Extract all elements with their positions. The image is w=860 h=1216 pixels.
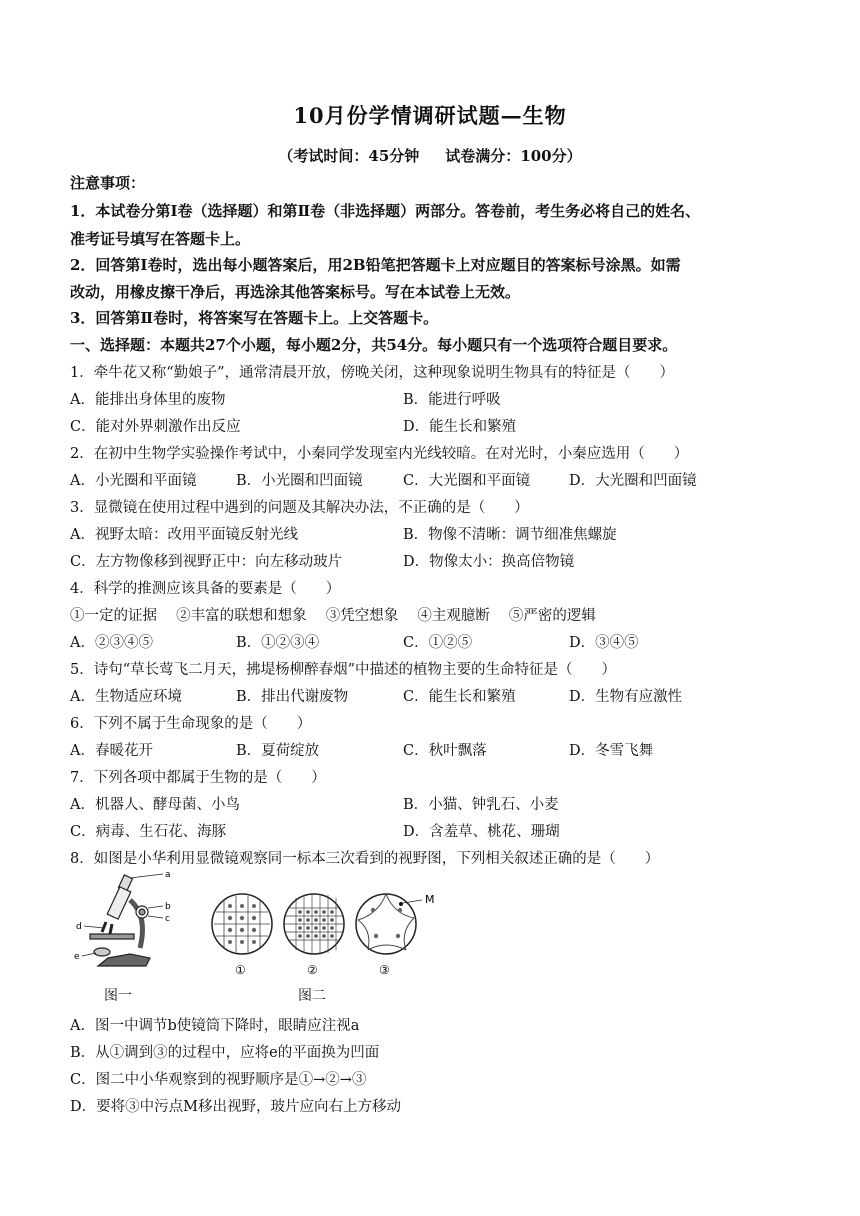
question-5-option-c: C．能生长和繁殖 [403,689,516,705]
question-5-option-b: B．排出代谢废物 [236,689,349,705]
notice-item-1-line-2: 准考证号填写在答题卡上。 [70,230,251,248]
exam-subtitle [0,145,860,166]
exam-score: 试卷满分：100分） [445,147,582,165]
dirt-spot-m [399,902,403,906]
label-d: d [76,922,82,932]
question-5-option-a: A．生物适应环境 [70,689,182,705]
question-8-option-d: D．要将③中污点M移出视野，玻片应向右上方移动 [70,1099,401,1115]
view-label-1: ① [235,963,246,977]
leader-a [130,874,163,878]
fields-of-view-figure [208,890,448,984]
question-6-option-b: B．夏荷绽放 [236,743,320,759]
question-8-stem: 8．如图是小华利用显微镜观察同一标本三次看到的视野图，下列相关叙述正确的是（ ） [70,851,660,867]
question-4-options [70,631,830,653]
question-8-option-c: C．图二中小华观察到的视野顺序是①→②→③ [70,1072,367,1088]
question-5-options [70,685,830,707]
question-4-option-c: C．①②⑤ [403,635,473,651]
figure-1-caption: 图一 [104,988,132,1004]
mirror-shape [94,948,110,956]
question-7-option-b: B．小猫、钟乳石、小麦 [403,797,559,813]
question-4-option-b: B．①②③④ [236,635,320,651]
label-c: c [165,914,170,924]
question-2-option-b: B．小光圈和凹面镜 [236,473,363,489]
view-3 [356,894,422,954]
question-2-option-d: D．大光圈和凹面镜 [569,473,697,489]
question-1-option-b: B．能进行呼吸 [403,392,501,408]
question-2-options [70,469,830,491]
question-1-stem: 1．牵牛花又称“勤娘子”，通常清晨开放，傍晚关闭，这种现象说明生物具有的特征是（ ） [70,365,675,381]
question-2-option-a: A．小光圈和平面镜 [70,473,197,489]
question-6-option-a: A．春暖花开 [70,743,153,759]
exam-title: 10月份学情调研试题—生物 [293,103,567,128]
question-3-options-row-2 [70,550,830,572]
notice-item-1-line-1: 1．本试卷分第Ⅰ卷（选择题）和第Ⅱ卷（非选择题）两部分。答卷前，考生务必将自己的姓名、 [70,202,701,220]
leader-b [148,906,163,908]
question-6-option-d: D．冬雪飞舞 [569,743,654,759]
question-2-stem: 2．在初中生物学实验操作考试中，小秦同学发现室内光线较暗。在对光时，小秦应选用（ ） [70,446,689,462]
leader-c [148,916,163,918]
question-7-stem: 7．下列各项中都属于生物的是（ ） [70,770,326,786]
question-7-options-row-2 [70,820,830,842]
question-7-options-row-1 [70,793,830,815]
exam-time: （考试时间：45分钟 [278,147,420,165]
question-4-option-d: D．③④⑤ [569,635,639,651]
question-6-options [70,739,830,761]
question-8-option-a: A．图一中调节b使镜筒下降时，眼睛应注视a [70,1018,360,1034]
notice-item-3: 3．回答第Ⅱ卷时，将答案写在答题卡上。上交答题卡。 [70,309,439,327]
question-3-option-d: D．物像太小：换高倍物镜 [403,554,575,570]
question-1-option-c: C．能对外界刺激作出反应 [70,419,241,435]
question-5-option-d: D．生物有应激性 [569,689,683,705]
view-label-3: ③ [379,963,390,977]
question-7-option-c: C．病毒、生石花、海豚 [70,824,227,840]
question-7-option-a: A．机器人、酵母菌、小鸟 [70,797,240,813]
label-m: M [425,893,435,906]
notice-item-2-line-1: 2．回答第Ⅰ卷时，选出每小题答案后，用2B铅笔把答题卡上对应题目的答案标号涂黑。如需 [70,256,681,274]
view-1 [212,894,272,954]
question-3-option-b: B．物像不清晰：调节细准焦螺旋 [403,527,617,543]
question-5-stem: 5．诗句“草长莺飞二月天，拂堤杨柳醉春烟”中描述的植物主要的生命特征是（ ） [70,662,617,678]
leader-e [82,953,96,956]
figure-2-caption: 图二 [298,988,326,1004]
question-8-option-b: B．从①调到③的过程中，应将e的平面换为凹面 [70,1045,380,1061]
question-7-option-d: D．含羞草、桃花、珊瑚 [403,824,560,840]
microscope-figure [68,866,188,978]
question-2-option-c: C．大光圈和平面镜 [403,473,531,489]
leader-d [84,926,104,928]
question-1-option-a: A．能排出身体里的废物 [70,392,226,408]
fine-knob-shape [139,909,145,915]
question-3-option-c: C．左方物像移到视野正中：向左移动玻片 [70,554,343,570]
question-6-option-c: C．秋叶飘落 [403,743,487,759]
label-b: b [165,902,171,912]
question-6-stem: 6．下列不属于生命现象的是（ ） [70,716,312,732]
question-3-options-row-1 [70,523,830,545]
question-1-option-d: D．能生长和繁殖 [403,419,517,435]
view-2 [284,894,344,954]
stage-shape [90,934,134,939]
question-3-stem: 3．显微镜在使用过程中遇到的问题及其解决办法，不正确的是（ ） [70,500,529,516]
question-3-option-a: A．视野太暗：改用平面镜反射光线 [70,527,298,543]
view-label-2: ② [307,963,318,977]
question-1-options-row-1 [70,388,830,410]
lens-barrel-shape [107,887,131,919]
notice-heading: 注意事项： [70,174,146,192]
label-e: e [74,952,80,962]
section-1-heading: 一、选择题：本题共27个小题，每小题2分，共54分。每小题只有一个选项符合题目要求。 [70,336,678,354]
question-1-options-row-2 [70,415,830,437]
question-4-option-a: A．②③④⑤ [70,635,153,651]
question-4-items: ①一定的证据 ②丰富的联想和想象 ③凭空想象 ④主观臆断 ⑤严密的逻辑 [70,608,596,624]
label-a: a [165,870,171,880]
notice-item-2-line-2: 改动，用橡皮擦干净后，再选涂其他答案标号。写在本试卷上无效。 [70,283,521,301]
question-4-stem: 4．科学的推测应该具备的要素是（ ） [70,581,341,597]
